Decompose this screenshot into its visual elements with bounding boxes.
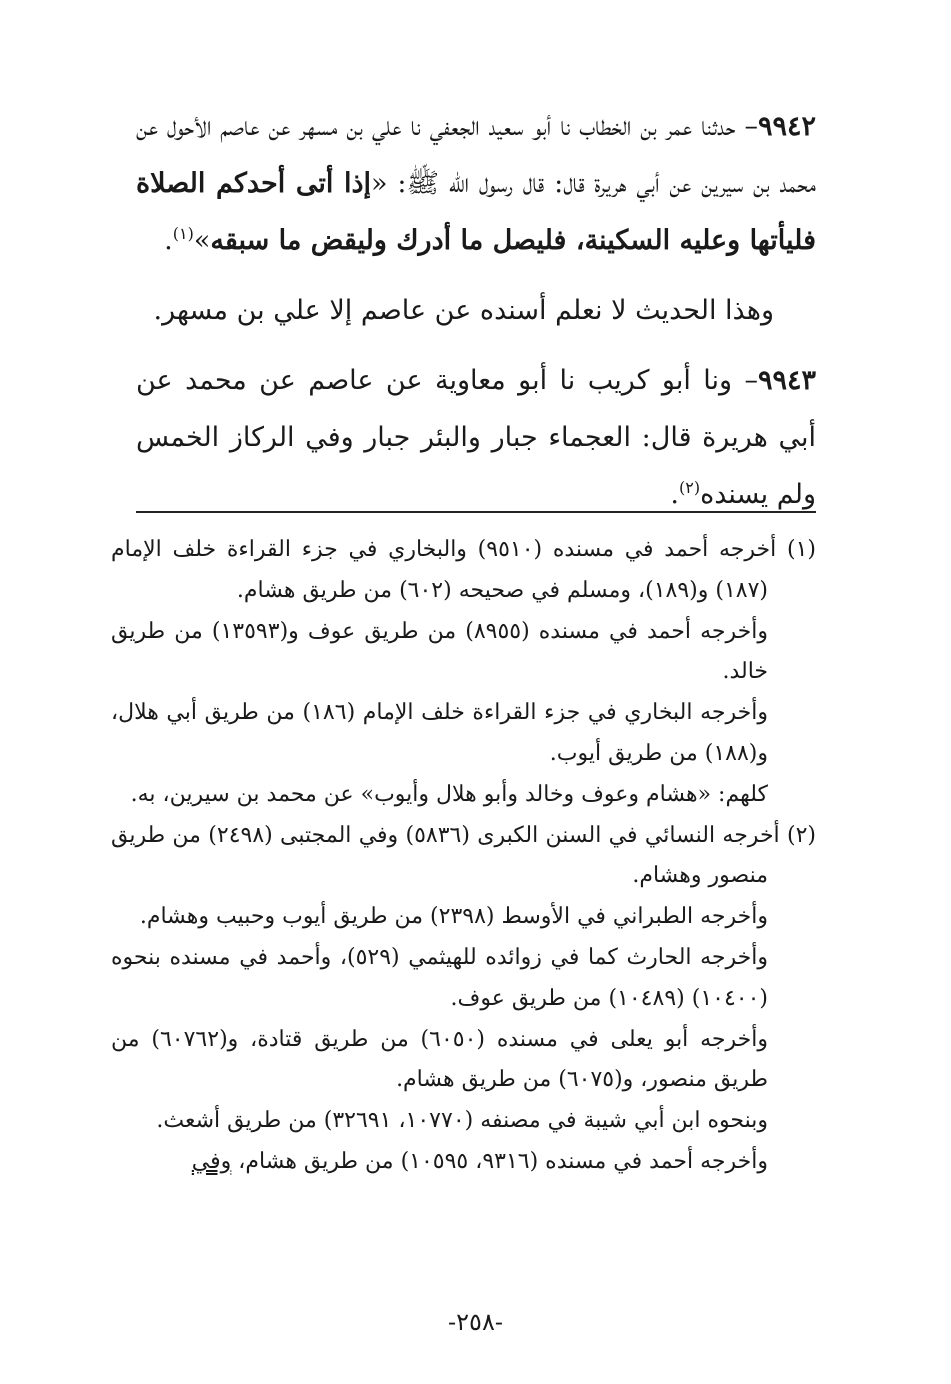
footnote-1-line: وأخرجه أحمد في مسنده (٨٩٥٥) من طريق عوف و(١٣٥٩٣) من طريق خالد. (111, 618, 768, 685)
footnote-2-line (111, 1142, 816, 1183)
hadith-quote: إذا أتى أحدكم الصلاة فليأتها وعليه السكينة، فليصل ما أدرك وليقض ما سبقه (136, 168, 816, 256)
page-number: -٢٥٨- (448, 1308, 503, 1336)
footnote-1-line: وأخرجه البخاري في جزء القراءة خلف الإمام (١٨٦) من طريق أبي هلال، و(١٨٨) من طريق أيوب. (111, 700, 768, 766)
footnote-ref: (٢) (679, 478, 701, 497)
sentence-end: . (670, 479, 680, 510)
footnote-2: (٢) أخرجه النسائي في السنن الكبرى (٥٨٣٦) وفي المجتبى (٢٤٩٨) من طريق منصور وهشام. (111, 822, 816, 889)
footnote-2-line: وأخرجه الطبراني في الأوسط (٢٣٩٨) من طريق أيوب وحبيب وهشام. (139, 904, 768, 930)
hadith-number: ٩٩٤٢ (757, 111, 816, 142)
footnote-divider (136, 511, 816, 513)
continued-word: وفي (191, 1148, 232, 1174)
hadith-comment: وهذا الحديث لا نعلم أسنده عن عاصم إلا علي بن مسهر. (153, 295, 774, 326)
main-text (136, 98, 816, 523)
footnote-2-text: وأخرجه أحمد في مسنده (٩٣١٦، ١٠٥٩٥) من طريق هشام، (238, 1148, 768, 1174)
hadith-9942 (136, 98, 816, 269)
footnotes (111, 530, 816, 1183)
footnote-2-line: وبنحوه ابن أبي شيبة في مصنفه (١٠٧٧٠، ٣٢٦٩١) من طريق أشعث. (156, 1108, 768, 1134)
sentence-end: . (164, 225, 173, 256)
hadith-text: – ونا أبو كريب نا أبو معاوية عن عاصم عن محمد عن أبي هريرة قال: العجماء جبار والبئر جبار وفي الركاز الخمس ولم يسنده (136, 365, 816, 510)
hadith-9943 (136, 352, 816, 523)
footnote-1-line: كلهم: «هشام وعوف وخالد وأبو هلال وأيوب» عن محمد بن سيرين، به. (130, 781, 768, 807)
hadith-intro: – حدثنا عمر بن الخطاب نا أبو سعيد الجعفي نا علي بن مسهر عن عاصم الأحول عن محمد بن سيرين عن أبي هريرة قال: قال رسول الله ﷺ: « (136, 111, 816, 199)
footnote-ref: (١) (172, 224, 194, 243)
quote-close: » (193, 225, 211, 256)
footnote-2-line: وأخرجه أبو يعلى في مسنده (٦٠٥٠) من طريق قتادة، و(٦٠٧٦٢) من طريق منصور، و(٦٠٧٥) من طريق هشام. (111, 1026, 769, 1093)
footnote-1: (١) أخرجه أحمد في مسنده (٩٥١٠) والبخاري في جزء القراءة خلف الإمام (١٨٧) و(١٨٩)، ومسلم في صحيحه (٦٠٢) من طريق هشام. (111, 537, 816, 603)
footnote-2-line: وأخرجه الحارث كما في زوائده للهيثمي (٥٢٩)، وأحمد في مسنده بنحوه (١٠٤٠٠) (١٠٤٨٩) من طريق عوف. (111, 944, 768, 1011)
hadith-number: ٩٩٤٣ (757, 365, 816, 396)
